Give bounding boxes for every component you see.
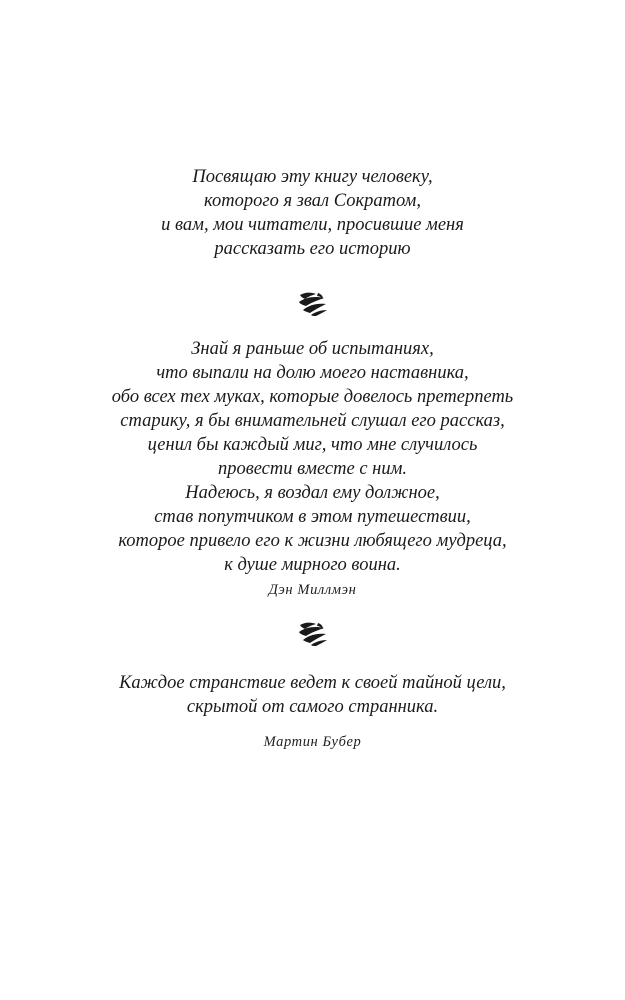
- dedication-line: Посвящаю эту книгу человеку,: [192, 167, 433, 187]
- author-name: Дэн Миллмэн: [268, 582, 357, 598]
- epigraph-millman: [0, 337, 625, 577]
- quote-line: Надеюсь, я воздал ему должное,: [185, 483, 440, 503]
- quote-line: провести вместе с ним.: [217, 459, 408, 479]
- quote-line: Знай я раньше об испытаниях,: [191, 339, 434, 359]
- quote-line: старику, я бы внимательней слушал его рассказ,: [120, 411, 505, 431]
- author-attribution: [0, 580, 625, 600]
- quote-line: обо всех тех муках, которые довелось претерпеть: [111, 387, 514, 407]
- author-attribution: [0, 732, 625, 752]
- dedication-line: рассказать его историю: [214, 239, 411, 259]
- quote-line: к душе мирного воина.: [224, 555, 401, 575]
- quote-line: став попутчиком в этом путешествии,: [154, 507, 471, 527]
- quote-line: которое привело его к жизни любящего мудреца,: [118, 531, 507, 551]
- quote-line: скрытой от самого странника.: [186, 697, 439, 717]
- flourish-ornament-icon: [297, 291, 329, 317]
- dedication-line: и вам, мои читатели, просившие меня: [161, 215, 464, 235]
- quote-line: Каждое странствие ведет к своей тайной цели,: [119, 673, 506, 693]
- quote-line: ценил бы каждый миг, что мне случилось: [147, 435, 478, 455]
- flourish-ornament-icon: [297, 621, 329, 647]
- dedication-line: которого я звал Сократом,: [204, 191, 421, 211]
- epigraph-buber: [0, 671, 625, 719]
- author-name: Мартин Бубер: [263, 734, 362, 750]
- quote-line: что выпали на долю моего наставника,: [156, 363, 469, 383]
- dedication: [0, 165, 625, 261]
